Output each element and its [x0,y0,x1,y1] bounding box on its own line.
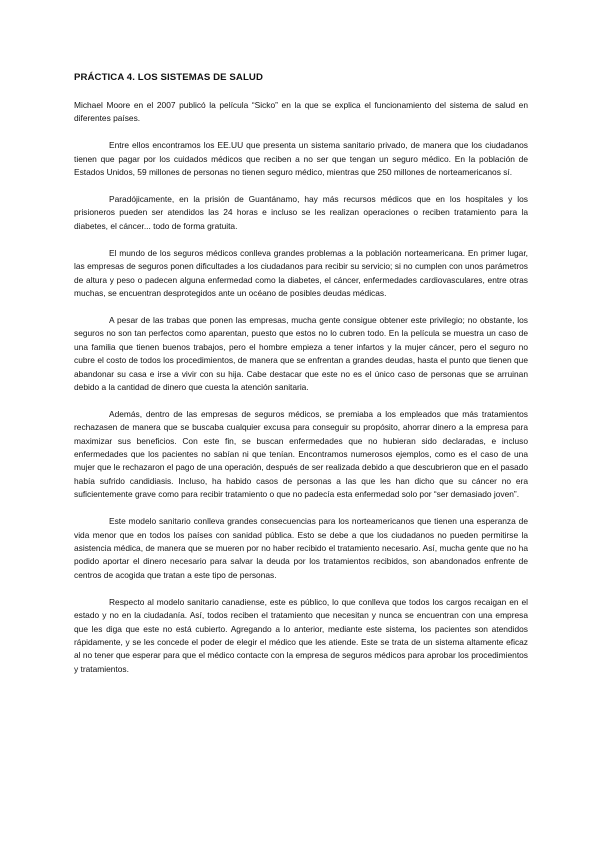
paragraph-consequences: Este modelo sanitario conlleva grandes consecuencias para los norteamericanos que tienen una esperanza de vida menor que en todos los países con sanidad pública. Esto se debe a que los ciudadanos no pueden permitirse la asistencia médica, de manera que se mueren por no haber recibido el tratamiento necesario. Así, mucha gente que no ha podido aportar el dinero necesario para salvar la deuda por los tratamientos recibidos, son abandonados enfrente de centros de acogida que tratan a este tipo de personas. [74,516,528,580]
paragraph-guantanamo: Paradójicamente, en la prisión de Guantánamo, hay más recursos médicos que en los hospitales y los prisioneros pueden ser atendidos las 24 horas e incluso se les realizan operaciones o reciben tratamiento para la diabetes, el cáncer... todo de forma gratuita. [74,194,528,231]
paragraph-insurance-problems: El mundo de los seguros médicos conlleva grandes problemas a la población norteamericana. En primer lugar, las empresas de seguros ponen dificultades a los ciudadanos para recibir su servicio; si no cumplen con unos parámetros de altura y peso o padecen alguna enfermedad como la diabetes, el cáncer, enfermedades cardiovasculares, entre otras muchas, se encuentran desprotegidos ante un océano de posibles deudas médicas. [74,247,528,298]
document-title: PRÁCTICA 4. LOS SISTEMAS DE SALUD [74,72,263,83]
paragraph-canada-system: Respecto al modelo sanitario canadiense, este es público, lo que conlleva que todos los cargos recaigan en el estado y no en la ciudadanía. Así, todos reciben el tratamiento que necesitan y nunca se encuentran con una empresa que les diga que este no está cubierto. Agregando a lo anterior, mediante este sistema, los pacientes son atendidos rápidamente, y se les concede el poder de elegir el médico que les atiende. Este se trata de un sistema altamente eficaz al no tener que esperar para que el médico contacte con la empresa de seguros médicos para aprobar los procedimientos y tratamientos. [74,596,528,674]
paragraph-insurance-coverage: A pesar de las trabas que ponen las empresas, mucha gente consigue obtener este privilegio; no obstante, los seguros no son tan perfectos como aparentan, puesto que estos no lo cubren todo. En la película se muestra un caso de una familia que tienen buenos trabajos, pero el hombre empieza a tener infartos y la mujer cáncer, pero el seguro no cubre el costo de todos los procedimientos, de manera que se enfrentan a grandes deudas, hasta el punto que tienen que abandonar su casa e irse a vivir con su hija. Cabe destacar que este no es el único caso de personas que se arruinan debido a la cantidad de dinero que cuesta la atención sanitaria. [74,314,528,392]
paragraph-insurance-rejections: Además, dentro de las empresas de seguros médicos, se premiaba a los empleados que más tratamientos rechazasen de manera que se buscaba cualquier excusa para conseguir su propósito, ahorrar dinero a la empresa para maximizar sus beneficios. Con este fin, se buscan enfermedades que no hubieran sido declaradas, e incluso enfermedades que los pacientes no sabían ni que tenían. Encontramos numerosos ejemplos, como es el caso de una mujer que le rechazaron el pago de una operación, después de ser realizada debido a que descubrieron que en el pasado había sufrido candidiasis. Incluso, ha habido casos de personas a las que les han dicho que su cáncer no era suficientemente grave como para recibir tratamiento o que no padecía esta enfermedad solo por “ser demasiado joven”. [74,408,528,500]
paragraph-usa-system: Entre ellos encontramos los EE.UU que presenta un sistema sanitario privado, de manera que los ciudadanos tienen que pagar por los cuidados médicos que reciben a no ser que tengan un seguro médico. En la población de Estados Unidos, 59 millones de personas no tienen seguro médico, mientras que 250 millones de norteamericanos sí. [74,140,528,178]
document-page [74,72,528,690]
paragraph-intro: Michael Moore en el 2007 publicó la película “Sicko” en la que se explica el funcionamiento del sistema de salud en diferentes países. [74,100,528,124]
